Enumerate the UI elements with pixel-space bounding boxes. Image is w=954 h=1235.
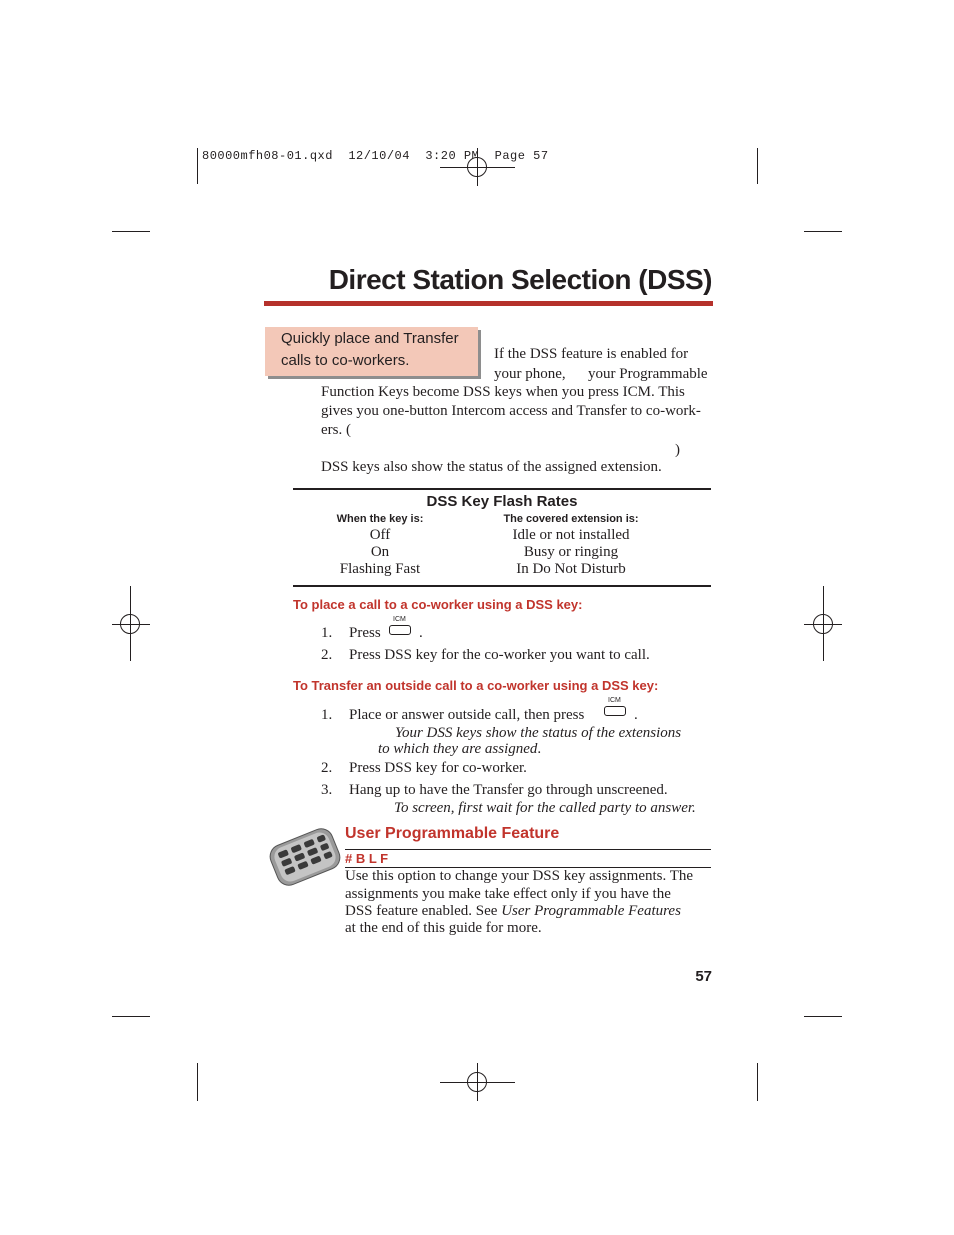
- step-text: Press DSS key for the co-worker you want to call.: [349, 647, 650, 663]
- transfer-heading: To Transfer an outside call to a co-worker using a DSS key:: [293, 678, 659, 693]
- crop-mark: [804, 1016, 842, 1017]
- upf-code: # B L F: [345, 851, 389, 866]
- step-number: 3.: [321, 782, 333, 798]
- keypad-icon: [266, 826, 344, 888]
- table-cell: Off: [369, 527, 391, 543]
- step-text: Hang up to have the Transfer go through unscreened.: [349, 782, 668, 798]
- upf-guide-reference: User Programmable Features: [501, 903, 681, 919]
- step-number: 2.: [321, 760, 333, 776]
- step-number: 2.: [321, 647, 333, 663]
- table-cell: On: [370, 544, 390, 560]
- intro-line-6: ): [675, 442, 680, 458]
- step-number: 1.: [321, 707, 333, 723]
- icm-key-body: [604, 706, 626, 716]
- table-title: DSS Key Flash Rates: [426, 493, 578, 510]
- crop-mark: [757, 148, 758, 184]
- table-cell: Idle or not installed: [512, 527, 630, 543]
- intro-line-7: DSS keys also show the status of the assigned extension.: [321, 459, 662, 475]
- step-number: 1.: [321, 625, 333, 641]
- intro-line-4: gives you one-button Intercom access and Transfer to co-work-: [321, 403, 701, 419]
- page-title: Direct Station Selection (DSS): [328, 264, 712, 295]
- icm-key-label: ICM: [393, 616, 406, 623]
- print-slug: 80000mfh08-01.qxd 12/10/04 3:20 PM Page 57: [202, 149, 549, 163]
- step-text: Place or answer outside call, then press: [349, 707, 585, 723]
- step-note: Your DSS keys show the status of the extensions: [395, 725, 682, 741]
- column-header-extension: The covered extension is:: [503, 513, 639, 525]
- step-period: .: [419, 625, 423, 641]
- upf-rule: [345, 849, 711, 850]
- intro-line-5: ers. (: [321, 422, 351, 438]
- table-bottom-rule: [293, 585, 711, 587]
- intro-line-1: If the DSS feature is enabled for: [494, 346, 689, 362]
- step-text: Press: [349, 625, 381, 641]
- intro-line-3: Function Keys become DSS keys when you press ICM. This: [321, 384, 685, 400]
- crop-mark: [757, 1063, 758, 1101]
- crop-mark: [804, 231, 842, 232]
- step-text: Press DSS key for co-worker.: [349, 760, 527, 776]
- callout-line-2: calls to co-workers.: [281, 352, 410, 369]
- step-note: To screen, first wait for the called party to answer.: [394, 800, 696, 816]
- table-top-rule: [293, 488, 711, 490]
- icm-key-icon: [389, 618, 413, 638]
- icm-key-icon: [604, 699, 628, 719]
- intro-line-2a: your phone,: [494, 366, 566, 382]
- upf-text-line-1: Use this option to change your DSS key assignments. The: [345, 868, 694, 884]
- registration-mark: [130, 586, 131, 661]
- intro-line-2b: your Programmable: [588, 366, 708, 382]
- upf-text-line-4: at the end of this guide for more.: [345, 920, 542, 936]
- icm-key-body: [389, 625, 411, 635]
- upf-text-line-2: assignments you make take effect only if you have the: [345, 886, 671, 902]
- icm-key-label: ICM: [608, 697, 621, 704]
- page-number: 57: [695, 968, 712, 985]
- upf-heading: User Programmable Feature: [345, 825, 560, 842]
- crop-mark: [112, 231, 150, 232]
- upf-text-line-3a: DSS feature enabled. See: [345, 903, 498, 919]
- place-call-heading: To place a call to a co-worker using a DSS key:: [293, 597, 583, 612]
- crop-mark: [197, 1063, 198, 1101]
- table-cell: In Do Not Disturb: [516, 561, 626, 577]
- step-period: .: [634, 707, 638, 723]
- feature-callout: [265, 327, 478, 376]
- registration-mark: [477, 1063, 478, 1101]
- table-cell: Flashing Fast: [339, 561, 421, 577]
- step-note: to which they are assigned: [378, 741, 538, 757]
- crop-mark: [197, 148, 198, 184]
- title-underline: [264, 301, 713, 306]
- step-note-line-2: to which they are assigned.: [378, 741, 542, 757]
- crop-mark: [112, 1016, 150, 1017]
- registration-mark: [823, 586, 824, 661]
- table-cell: Busy or ringing: [523, 544, 619, 560]
- column-header-key: When the key is:: [336, 513, 424, 525]
- registration-mark: [112, 624, 150, 625]
- callout-line-1: Quickly place and Transfer: [281, 330, 459, 347]
